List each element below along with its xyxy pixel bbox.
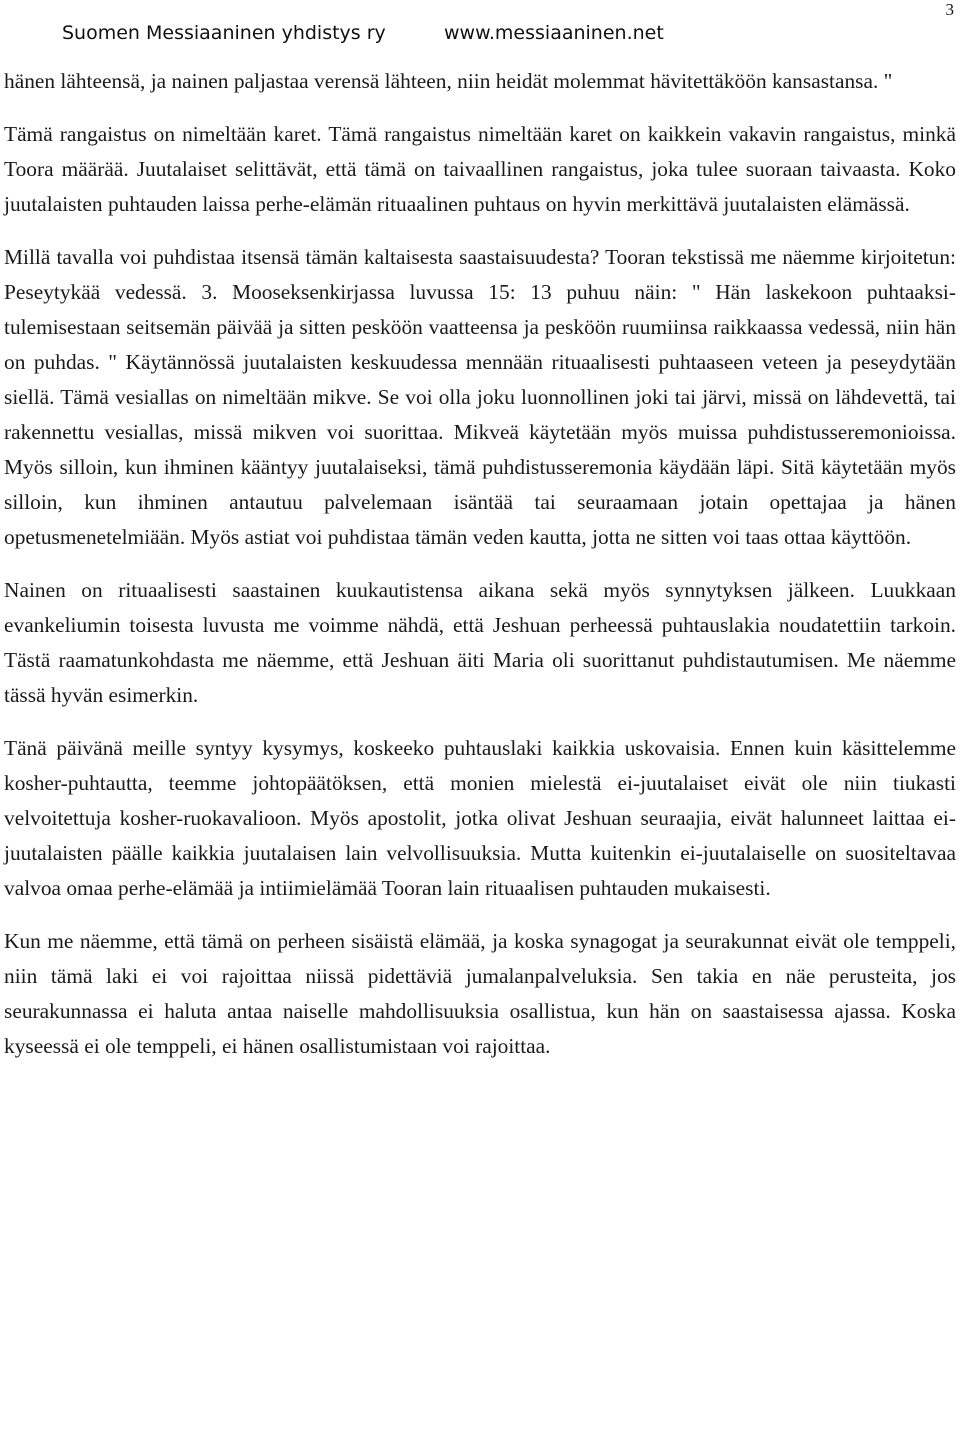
paragraph: Millä tavalla voi puhdistaa itsensä tämän kaltaisesta saastaisuudesta? Tooran tekstissä me näemme kirjoitetun: Peseytykää vedessä. 3. Mooseksenkirjassa luvussa 15: 13 puhuu näin: " Hän laskekoon puhtaaksi-tulemisestaan seitsemän päivää ja sitten pesköön vaatteensa ja pesköön ruumiinsa raikkaassa vedessä, niin hän on puhdas. " Käytännössä juutalaisten keskuudessa mennään rituaalisesti puhtaaseen veteen ja peseydytään siellä. Tämä vesiallas on nimeltään mikve. Se voi olla joku luonnollinen joki tai järvi, missä on lähdevettä, tai rakennettu vesiallas, missä mikven voi suorittaa. Mikveä käytetään myös muissa puhdistusseremonioissa. Myös silloin, kun ihminen kääntyy juutalaiseksi, tämä puhdistusseremonia käydään läpi. Sitä käytetään myös silloin, kun ihminen antautuu palvelemaan isäntää tai seuraamaan jotain opettajaa ja hänen opetusmenetelmiään. Myös astiat voi puhdistaa tämän veden kautta, jotta ne sitten voi taas ottaa käyttöön.	[4, 245, 956, 549]
paragraph: hänen lähteensä, ja nainen paljastaa verensä lähteen, niin heidät molemmat hävitettäköön kansastansa. "	[4, 69, 893, 93]
paragraph: Kun me näemme, että tämä on perheen sisäistä elämää, ja koska synagogat ja seurakunnat eivät ole temppeli, niin tämä laki ei voi rajoittaa niissä pidettäviä jumalanpalveluksia. Sen takia en näe perusteita, jos seurakunnassa ei haluta antaa naiselle mahdollisuuksia osallistua, kun hän on saastaisessa ajassa. Koska kyseessä ei ole temppeli, ei hänen osallistumistaan voi rajoittaa.	[4, 929, 956, 1058]
paragraph: Tämä rangaistus on nimeltään karet. Tämä rangaistus nimeltään karet on kaikkein vakavin rangaistus, minkä Toora määrää. Juutalaiset selittävät, että tämä on taivaallinen rangaistus, joka tulee suoraan taivaasta. Koko juutalaisten puhtauden laissa perhe-elämän rituaalinen puhtaus on hyvin merkittävä juutalaisten elämässä.	[4, 122, 956, 216]
organization-name: Suomen Messiaaninen yhdistys ry	[62, 22, 386, 44]
page-header	[0, 0, 960, 64]
paragraph: Tänä päivänä meille syntyy kysymys, koskeeko puhtauslaki kaikkia uskovaisia. Ennen kuin käsittelemme kosher-puhtautta, teemme johtopäätöksen, että monien mielestä ei-juutalaiset eivät ole niin tiukasti velvoitettuja kosher-ruokavalioon. Myös apostolit, jotka olivat Jeshuan seuraajia, eivät halunneet laittaa ei-juutalaisten päälle kaikkia juutalaisen lain velvollisuuksia. Mutta kuitenkin ei-juutalaiselle on suositeltavaa valvoa omaa perhe-elämää ja intiimielämää Tooran lain rituaalisen puhtauden mukaisesti.	[4, 736, 956, 900]
page-number: 3	[945, 0, 954, 19]
document-body	[4, 64, 956, 1064]
website-url: www.messiaaninen.net	[444, 22, 664, 44]
paragraph: Nainen on rituaalisesti saastainen kuukautistensa aikana sekä myös synnytyksen jälkeen. Luukkaan evankeliumin toisesta luvusta me voimme nähdä, että Jeshuan perheessä puhtauslakia noudatettiin tarkoin. Tästä raamatunkohdasta me näemme, että Jeshuan äiti Maria oli suorittanut puhdistautumisen. Me näemme tässä hyvän esimerkin.	[4, 578, 956, 707]
